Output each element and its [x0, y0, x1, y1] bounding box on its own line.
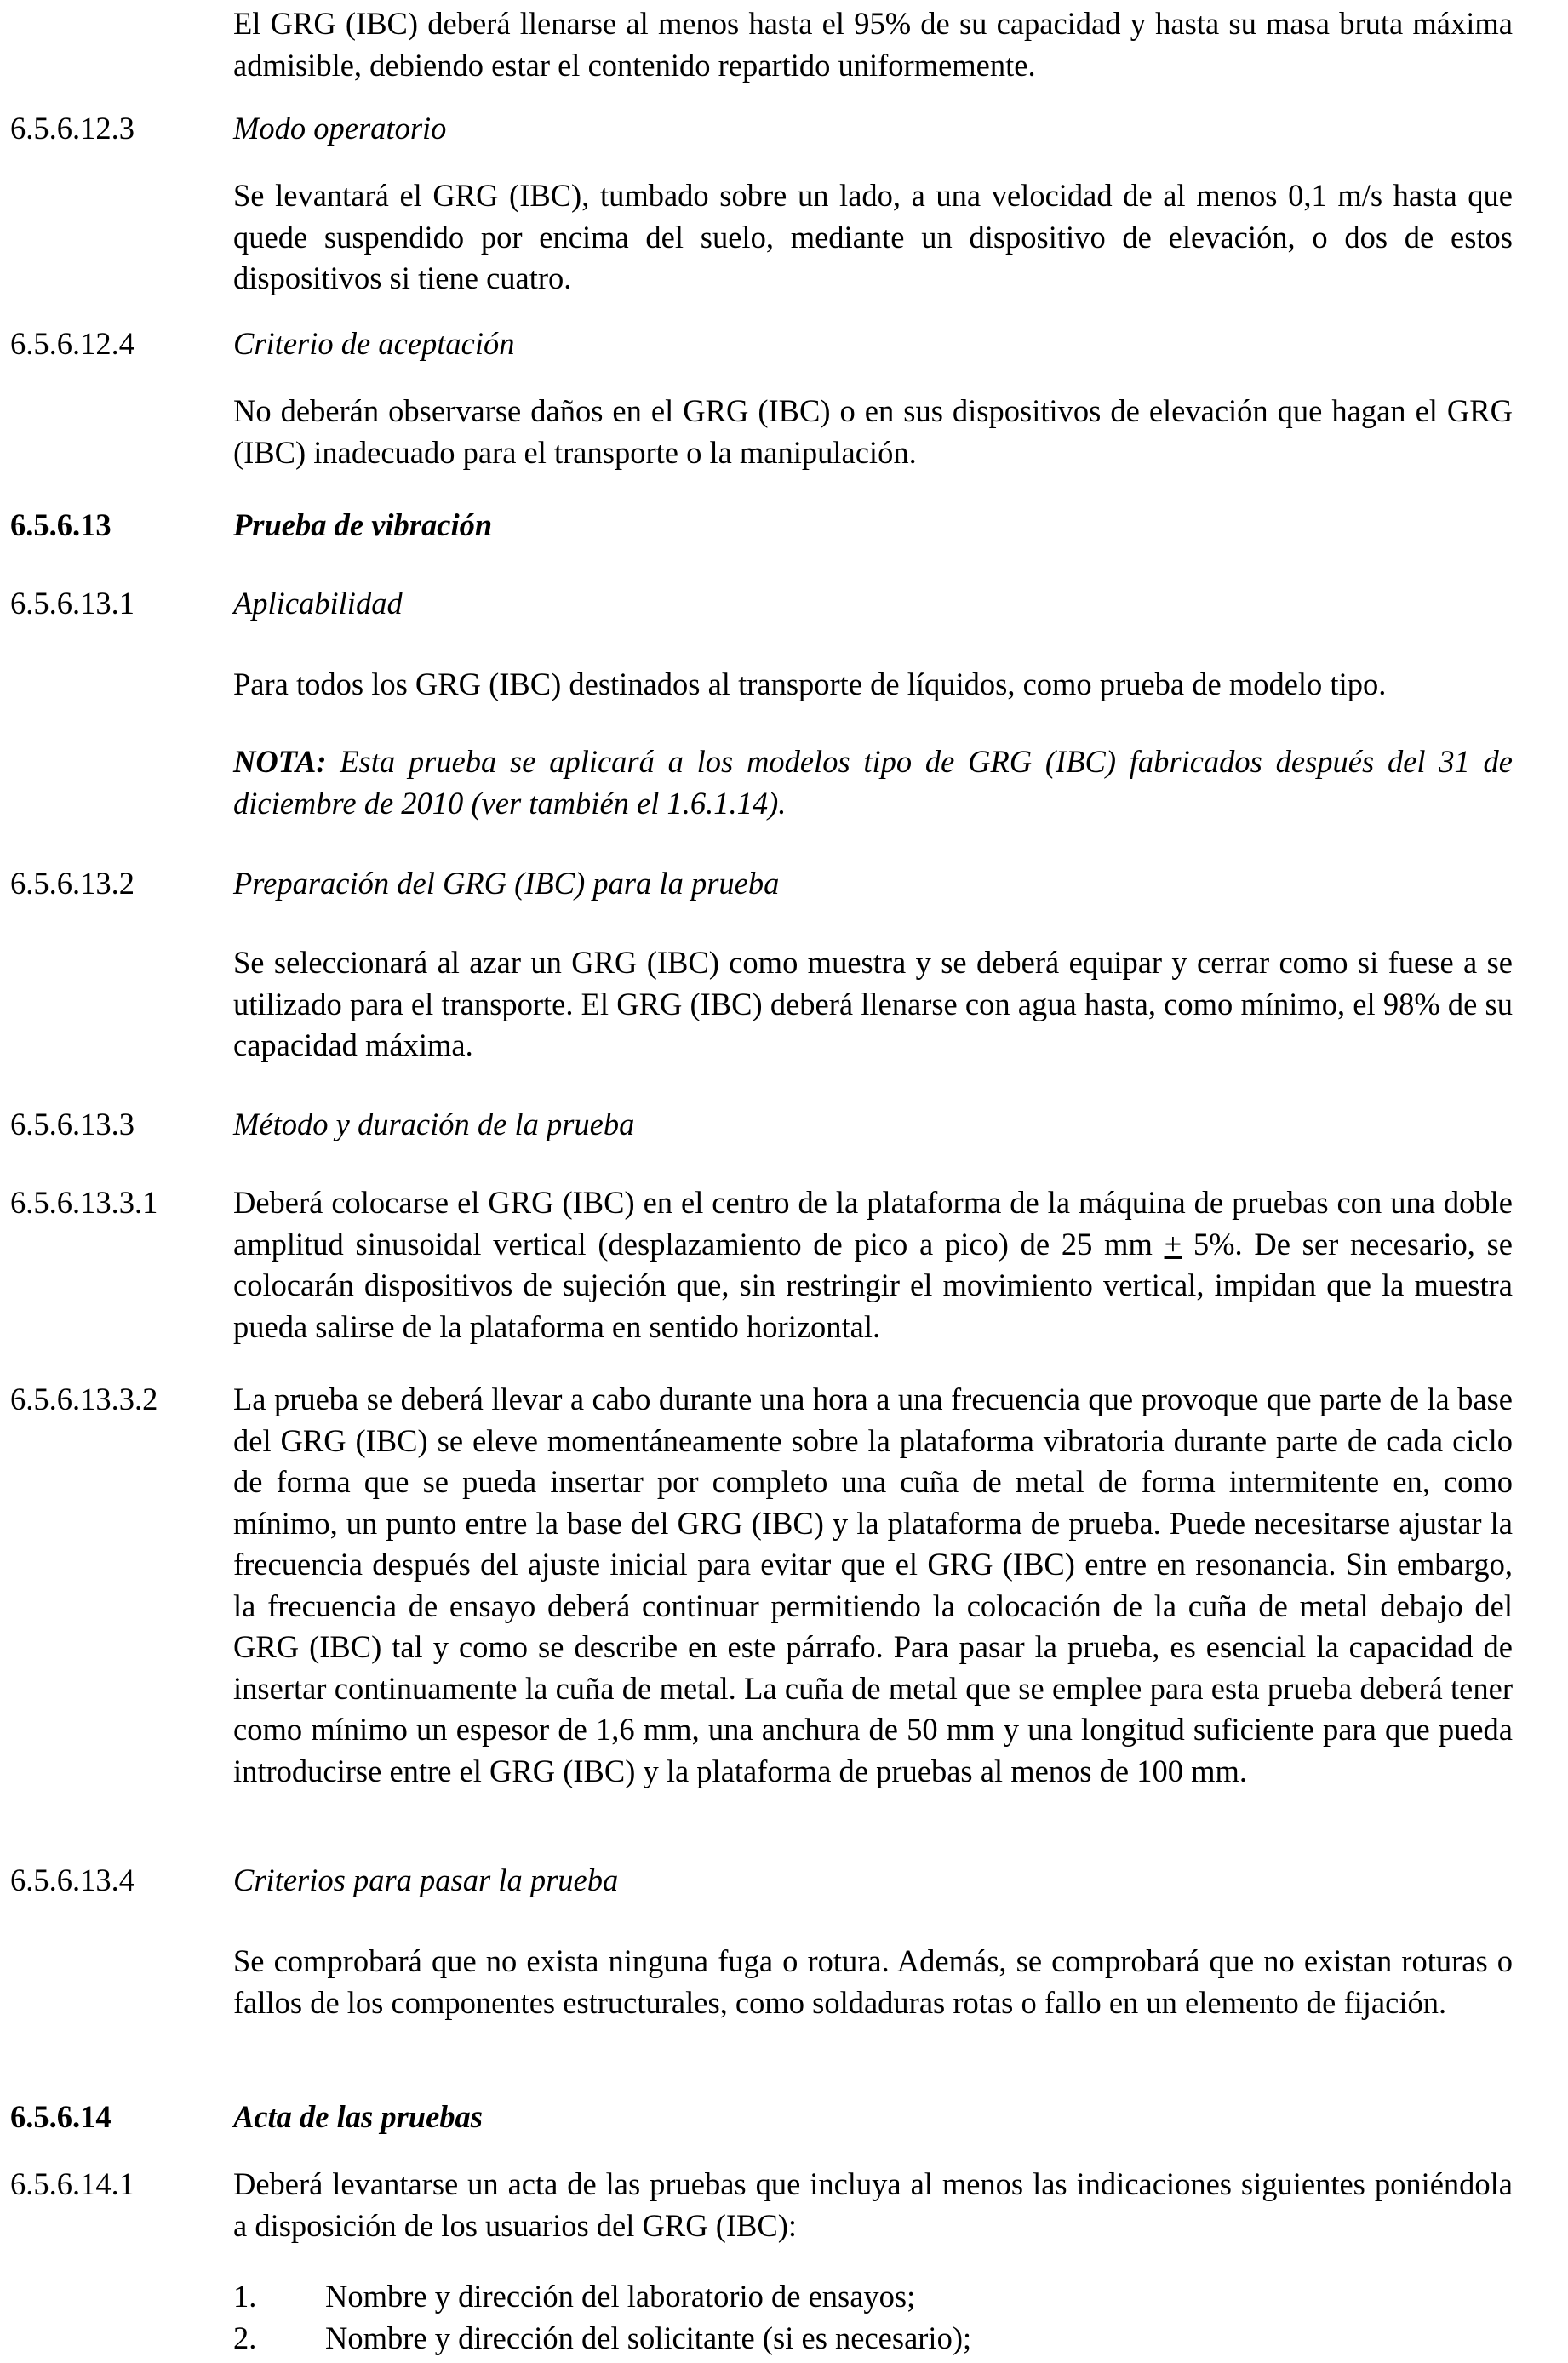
paragraph-text: Para todos los GRG (IBC) destinados al transporte de líquidos, como prueba de modelo tipo.: [233, 667, 1387, 701]
section-title: Método y duración de la prueba: [233, 1107, 635, 1141]
note-label: NOTA:: [233, 744, 327, 779]
section-number: 6.5.6.14: [10, 2099, 112, 2134]
paragraph-text: Se levantará el GRG (IBC), tumbado sobre un lado, a una velocidad de al menos 0,1 m/s hasta que quede suspendido por encima del suelo, mediante un dispositivo de elevación, o dos de estos dispositivos si tiene cuatro.: [233, 178, 1513, 295]
list-item-number: 1.: [233, 2279, 257, 2314]
list-item-text: Nombre y dirección del solicitante (si es necesario);: [325, 2320, 972, 2355]
section-number: 6.5.6.13.2: [10, 866, 134, 901]
section-number: 6.5.6.13.3: [10, 1107, 134, 1141]
paragraph-text: Se comprobará que no exista ninguna fuga o rotura. Además, se comprobará que no existan roturas o fallos de los componentes estructurales, como soldaduras rotas o fallo en un elemento de fijación.: [233, 1943, 1513, 2020]
section-number: 6.5.6.13.4: [10, 1862, 134, 1897]
paragraph-text-part: 5%. De ser necesario, se colocarán dispositivos de sujeción que, sin restringir el movimiento vertical, impidan que la muestra pueda salirse de la plataforma en sentido horizontal.: [233, 1226, 1513, 1344]
section-number: 6.5.6.14.1: [10, 2166, 134, 2201]
section-title: Aplicabilidad: [233, 586, 403, 621]
list-item-text: Nombre y dirección del laboratorio de ensayos;: [325, 2279, 916, 2314]
paragraph-text: No deberán observarse daños en el GRG (IBC) o en sus dispositivos de elevación que hagan el GRG (IBC) inadecuado para el transporte o la manipulación.: [233, 393, 1513, 470]
section-title: Criterio de aceptación: [233, 326, 515, 361]
section-number: 6.5.6.12.3: [10, 111, 134, 146]
section-title: Modo operatorio: [233, 111, 447, 146]
section-number: 6.5.6.13.3.1: [10, 1185, 158, 1220]
list-item-number: 2.: [233, 2320, 257, 2355]
section-title: Preparación del GRG (IBC) para la prueba: [233, 866, 780, 901]
paragraph-text: [233, 1182, 1513, 1347]
section-number: 6.5.6.13.1: [10, 586, 134, 621]
section-number: 6.5.6.13.3.2: [10, 1382, 158, 1416]
paragraph-text: Deberá levantarse un acta de las pruebas que incluya al menos las indicaciones siguientes poniéndola a disposición de los usuarios del GRG (IBC):: [233, 2166, 1513, 2243]
section-title: Acta de las pruebas: [233, 2099, 484, 2134]
section-number: 6.5.6.12.4: [10, 326, 134, 361]
plus-minus-symbol: +: [1164, 1226, 1182, 1262]
paragraph-text: El GRG (IBC) deberá llenarse al menos hasta el 95% de su capacidad y hasta su masa bruta máxima admisible, debiendo estar el contenido repartido uniformemente.: [233, 6, 1513, 83]
section-title: Prueba de vibración: [233, 507, 493, 542]
section-title: Criterios para pasar la prueba: [233, 1862, 619, 1897]
note-text: Esta prueba se aplicará a los modelos tipo de GRG (IBC) fabricados después del 31 de diciembre de 2010 (ver también el 1.6.1.14).: [233, 744, 1513, 821]
paragraph-text-part: Deberá colocarse el GRG (IBC) en el centro de la plataforma de la máquina de pruebas con una doble amplitud sinusoidal vertical (desplazamiento de pico a pico) de 25 mm: [233, 1185, 1513, 1262]
note-paragraph: [233, 741, 1513, 824]
paragraph-text: La prueba se deberá llevar a cabo durante una hora a una frecuencia que provoque que parte de la base del GRG (IBC) se eleve momentáneamente sobre la plataforma vibratoria durante parte de cada ciclo de forma que se pueda insertar por completo una cuña de metal de forma intermitente en, como mínimo, un punto entre la base del GRG (IBC) y la plataforma de prueba. Puede necesitarse ajustar la frecuencia después del ajuste inicial para evitar que el GRG (IBC) entre en resonancia. Sin embargo, la frecuencia de ensayo deberá continuar permitiendo la colocación de la cuña de metal debajo del GRG (IBC) tal y como se describe en este párrafo. Para pasar la prueba, es esencial la capacidad de insertar continuamente la cuña de metal. La cuña de metal que se emplee para esta prueba deberá tener como mínimo un espesor de 1,6 mm, una anchura de 50 mm y una longitud suficiente para que pueda introducirse entre el GRG (IBC) y la plataforma de pruebas al menos de 100 mm.: [233, 1382, 1513, 1788]
paragraph-text: Se seleccionará al azar un GRG (IBC) como muestra y se deberá equipar y cerrar como si fuese a se utilizado para el transporte. El GRG (IBC) deberá llenarse con agua hasta, como mínimo, el 98% de su capacidad máxima.: [233, 945, 1513, 1062]
section-number: 6.5.6.13: [10, 507, 112, 542]
